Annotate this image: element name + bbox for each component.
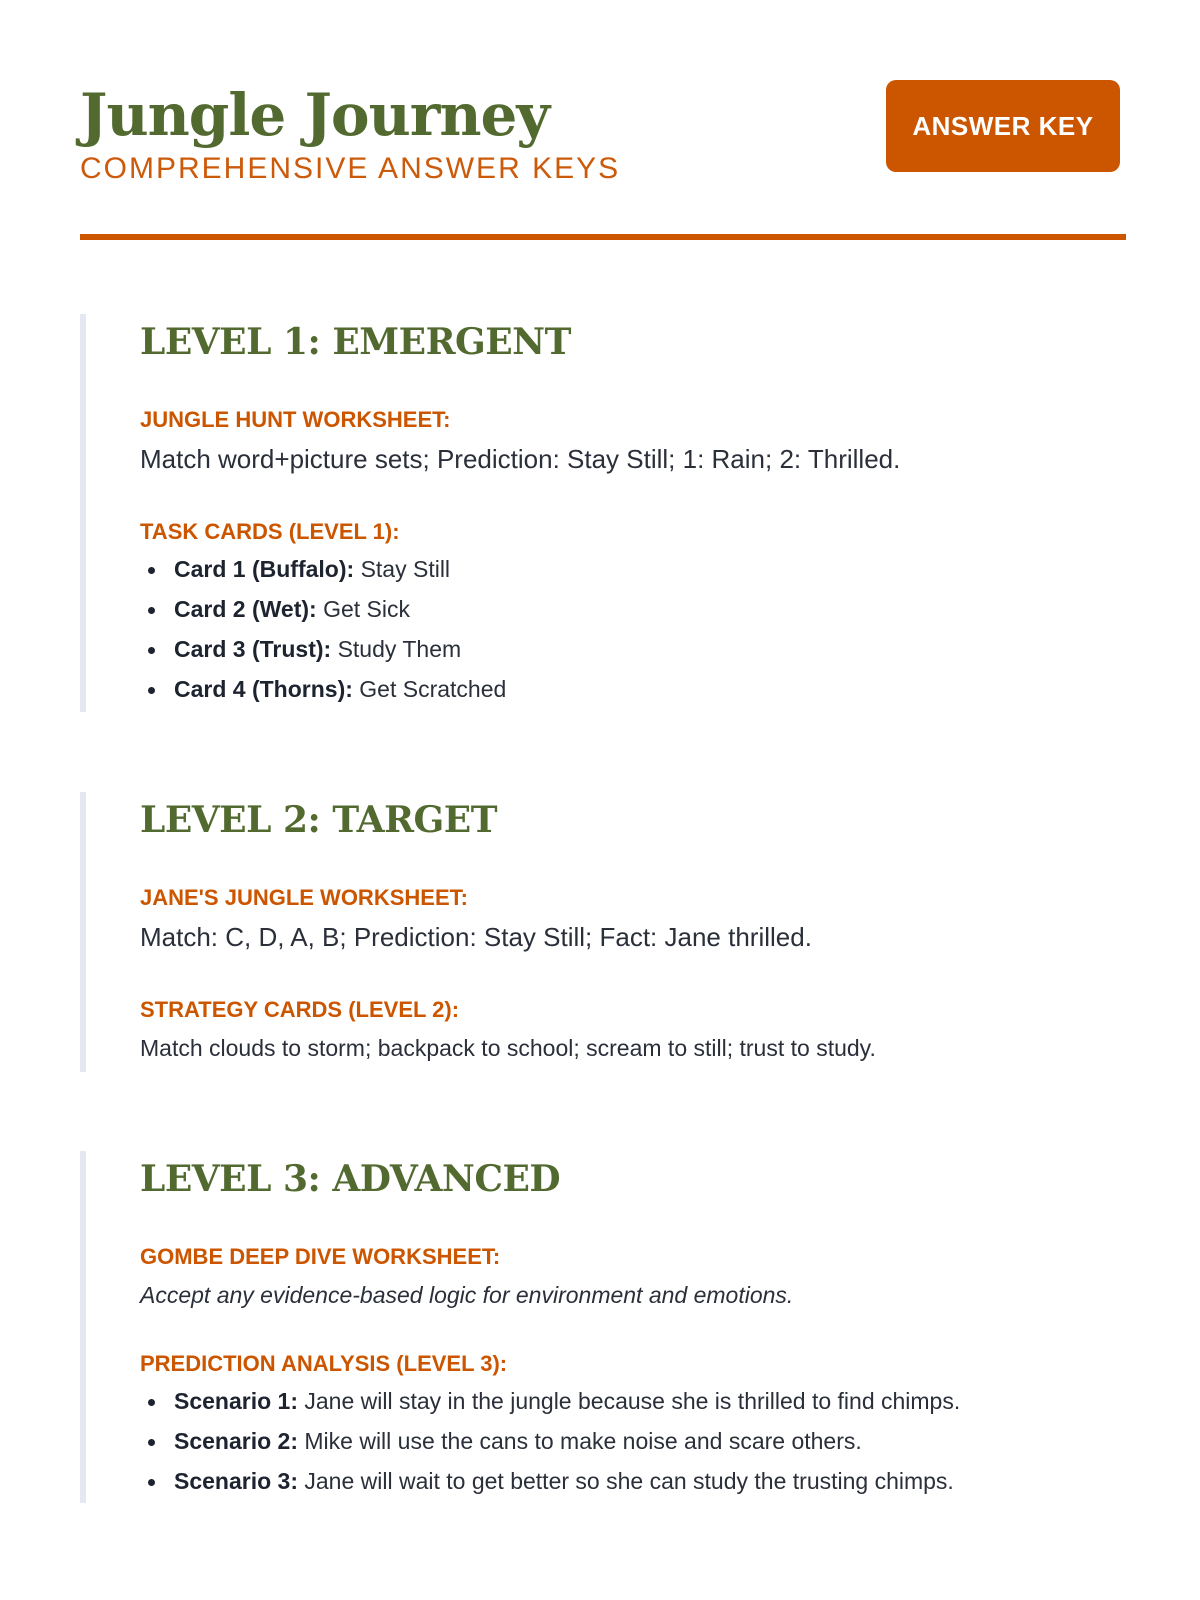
list-item: [140, 629, 1120, 669]
card-answer: Stay Still: [360, 556, 451, 582]
level-3-section: [80, 1151, 1120, 1503]
jungle-hunt-label: JUNGLE HUNT WORKSHEET:: [140, 407, 451, 432]
page-subtitle: COMPREHENSIVE ANSWER KEYS: [80, 152, 621, 185]
janes-jungle-text: Match: C, D, A, B; Prediction: Stay Still; Fact: Jane thrilled.: [140, 922, 812, 952]
gombe-deep-dive-text: Accept any evidence-based logic for environment and emotions.: [140, 1282, 794, 1308]
scenario-answer: Jane will stay in the jungle because she is thrilled to find chimps.: [304, 1388, 961, 1414]
scenario-term: Scenario 1:: [174, 1388, 298, 1414]
level-2-heading: LEVEL 2: TARGET: [140, 799, 497, 841]
page-title: Jungle Journey: [80, 81, 550, 149]
list-item: [140, 669, 1120, 709]
scenario-term: Scenario 3:: [174, 1468, 298, 1494]
list-item: [140, 549, 1120, 589]
header-divider: [80, 234, 1126, 240]
card-term: Card 4 (Thorns):: [174, 676, 353, 702]
card-answer: Study Them: [337, 636, 462, 662]
scenario-answer: Mike will use the cans to make noise and scare others.: [304, 1428, 862, 1454]
strategy-cards-label: STRATEGY CARDS (LEVEL 2):: [140, 997, 460, 1022]
header: [80, 80, 1120, 190]
janes-jungle-label: JANE'S JUNGLE WORKSHEET:: [140, 885, 468, 910]
list-item: [140, 589, 1120, 629]
strategy-cards-text: Match clouds to storm; backpack to school; scream to still; trust to study.: [140, 1035, 876, 1061]
card-term: Card 3 (Trust):: [174, 636, 332, 662]
prediction-analysis-label: PREDICTION ANALYSIS (LEVEL 3):: [140, 1351, 508, 1376]
level-1-section: [80, 314, 1120, 712]
task-cards-label: TASK CARDS (LEVEL 1):: [140, 519, 400, 544]
scenario-term: Scenario 2:: [174, 1428, 298, 1454]
answer-key-button[interactable]: ANSWER KEY: [886, 80, 1120, 172]
gombe-deep-dive-label: GOMBE DEEP DIVE WORKSHEET:: [140, 1244, 501, 1269]
list-item: [140, 1421, 1120, 1461]
card-answer: Get Scratched: [359, 676, 507, 702]
level-1-heading: LEVEL 1: EMERGENT: [140, 321, 571, 363]
jungle-hunt-text: Match word+picture sets; Prediction: Stay Still; 1: Rain; 2: Thrilled.: [140, 444, 901, 474]
list-item: [140, 1381, 1120, 1421]
card-term: Card 1 (Buffalo):: [174, 556, 355, 582]
list-item: [140, 1461, 1120, 1501]
prediction-analysis-list: [140, 1381, 1120, 1501]
level-3-heading: LEVEL 3: ADVANCED: [140, 1158, 561, 1200]
task-cards-list: [140, 549, 1120, 709]
level-2-section: [80, 792, 1120, 1072]
card-term: Card 2 (Wet):: [174, 596, 317, 622]
card-answer: Get Sick: [323, 596, 411, 622]
scenario-answer: Jane will wait to get better so she can study the trusting chimps.: [304, 1468, 954, 1494]
